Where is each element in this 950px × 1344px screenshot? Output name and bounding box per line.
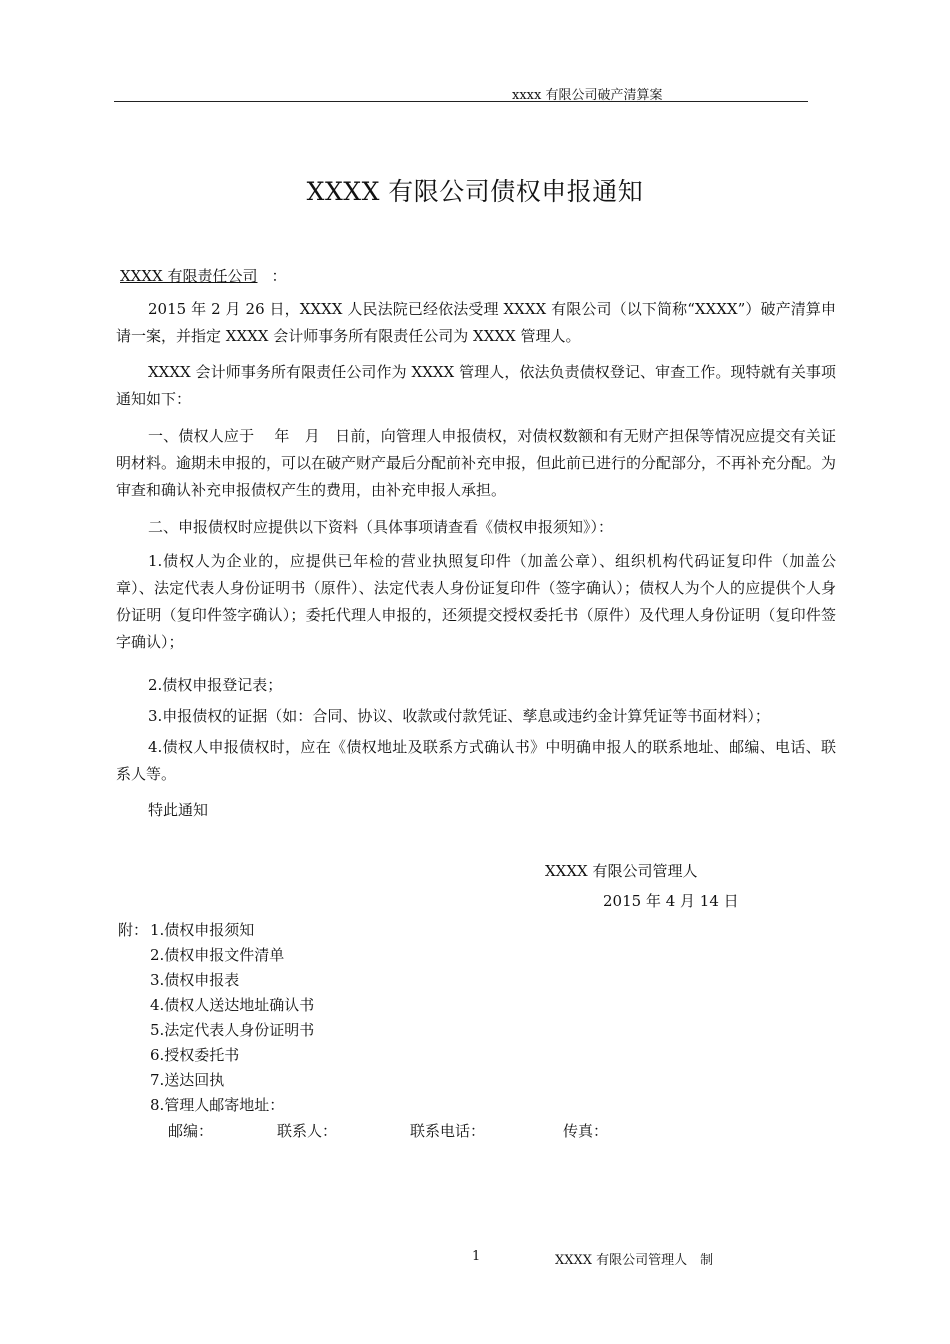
paragraph-deadline: 一、债权人应于 年 月 日前，向管理人申报债权，对债权数额和有无财产担保等情况应提交有关证明材料。逾期未申报的，可以在破产财产最后分配前补充申报，但此前已进行的分配部分，不再补充分配。为审查和确认补充申报债权产生的费用，由补充申报人承担。 — [116, 427, 837, 499]
paragraph-materials-2: 2.债权申报登记表； — [148, 676, 283, 694]
attachment-row — [118, 1018, 314, 1043]
attachment-item: 4.债权人送达地址确认书 — [150, 996, 315, 1014]
contact-fax-label: 传真： — [563, 1122, 609, 1140]
footer-org: XXXX 有限公司管理人 制 — [555, 1253, 714, 1268]
attachment-row — [118, 918, 314, 943]
page-header — [114, 80, 808, 102]
paragraph-materials-heading: 二、申报债权时应提供以下资料（具体事项请查看《债权申报须知》）： — [148, 518, 614, 536]
contact-phone-label: 联系电话： — [410, 1122, 486, 1140]
attachment-item: 6.授权委托书 — [150, 1046, 240, 1064]
salutation-suffix: ： — [271, 267, 287, 285]
paragraph-closing: 特此通知 — [148, 801, 209, 819]
attachment-item: 3.债权申报表 — [150, 971, 240, 989]
attachment-row — [118, 1043, 314, 1068]
attachment-item: 2.债权申报文件清单 — [150, 946, 285, 964]
attachment-row — [118, 1093, 314, 1118]
attachment-item: 8.管理人邮寄地址： — [150, 1096, 285, 1114]
paragraph-materials-1: 1.债权人为企业的，应提供已年检的营业执照复印件（加盖公章）、组织机构代码证复印件（加盖公章）、法定代表人身份证明书（原件）、法定代表人身份证复印件（签字确认）；债权人为个人的应提供个人身份证明（复印件签字确认）；委托代理人申报的，还须提交授权委托书（原件）及代理人身份证明（复印件签字确认）； — [116, 552, 836, 651]
attachment-row — [118, 943, 314, 968]
signature-org: XXXX 有限公司管理人 — [545, 862, 698, 880]
salutation — [116, 265, 287, 286]
attachment-row — [118, 993, 314, 1018]
attachments-prefix: 附： — [118, 921, 149, 939]
attachment-item: 7.送达回执 — [150, 1071, 225, 1089]
attachment-item: 5.法定代表人身份证明书 — [150, 1021, 315, 1039]
header-rule — [114, 101, 808, 102]
page-number: 1 — [472, 1249, 481, 1264]
paragraph-administrator: XXXX 会计师事务所有限责任公司作为 XXXX 管理人，依法负责债权登记、审查工作。现特就有关事项通知如下： — [116, 363, 836, 408]
header-text: xxxx 有限公司破产清算案 — [512, 88, 663, 103]
paragraph-materials-4: 4.债权人申报债权时，应在《债权地址及联系方式确认书》中明确申报人的联系地址、邮编、电话、联系人等。 — [116, 738, 836, 783]
paragraph-acceptance: 2015 年 2 月 26 日，XXXX 人民法院已经依法受理 XXXX 有限公司（以下简称“XXXX”）破产清算申请一案，并指定 XXXX 会计师事务所有限责任公司为 XXXX 管理人。 — [116, 300, 836, 345]
document-title: XXXX 有限公司债权申报通知 — [306, 177, 644, 206]
signature-date: 2015 年 4 月 14 日 — [603, 892, 739, 910]
contact-postcode-label: 邮编： — [168, 1122, 214, 1140]
contact-person-label: 联系人： — [277, 1122, 338, 1140]
paragraph-materials-3: 3.申报债权的证据（如：合同、协议、收款或付款凭证、孳息或违约金计算凭证等书面材料）； — [148, 707, 770, 725]
attachment-row — [118, 1068, 314, 1093]
attachment-item: 1.债权申报须知 — [150, 921, 255, 939]
addressee: XXXX 有限责任公司 — [120, 267, 258, 285]
attachments-list — [118, 918, 314, 1118]
attachment-row — [118, 968, 314, 993]
